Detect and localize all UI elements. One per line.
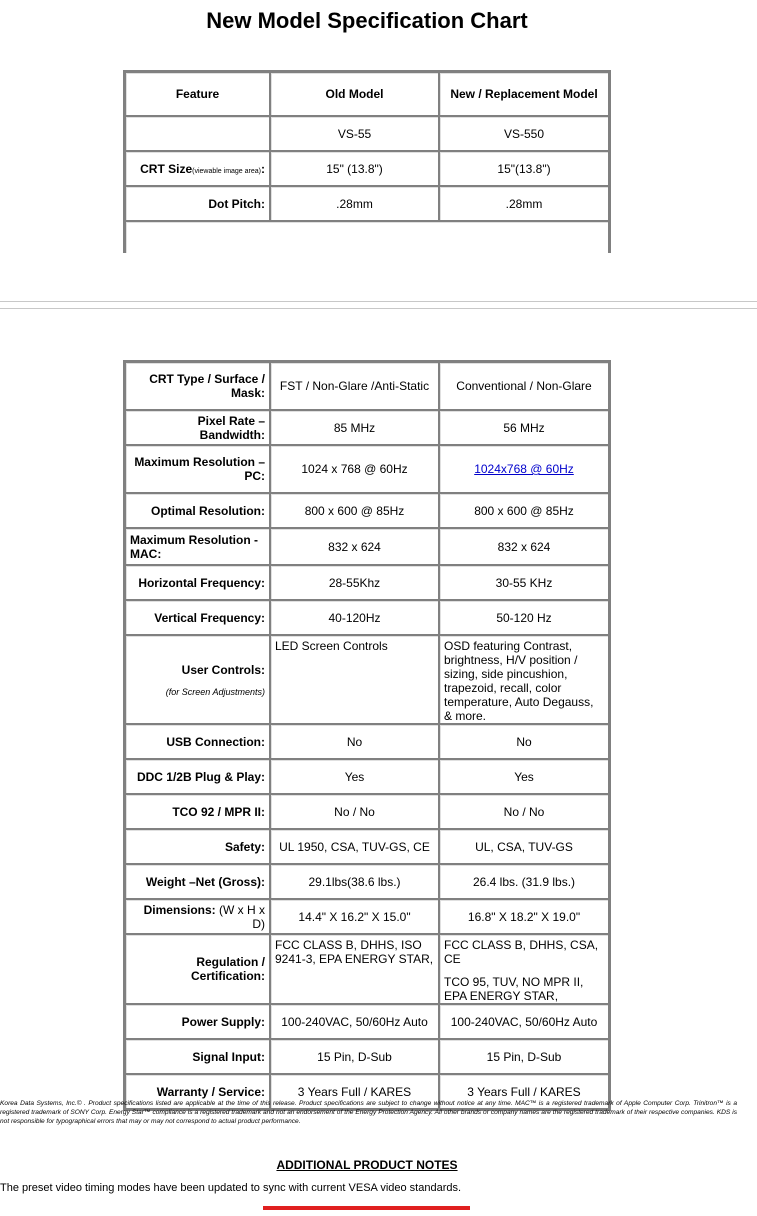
table-row [125, 362, 609, 410]
crt-type-new: Conventional / Non-Glare [439, 362, 609, 410]
dimensions-new: 16.8" X 18.2" X 19.0" [439, 899, 609, 934]
table-row [125, 635, 609, 724]
warranty-label: Warranty / Service: [125, 1074, 270, 1109]
spec-table-summary [123, 70, 611, 253]
tco-old: No / No [270, 794, 439, 829]
optimal-res-label: Optimal Resolution: [125, 493, 270, 528]
table-row [125, 1004, 609, 1039]
table-row [125, 759, 609, 794]
pixel-rate-label: Pixel Rate – Bandwidth: [125, 410, 270, 445]
crt-type-old: FST / Non-Glare /Anti-Static [270, 362, 439, 410]
max-res-pc-new-link[interactable]: 1024x768 @ 60Hz [474, 462, 574, 476]
ddc-label: DDC 1/2B Plug & Play: [125, 759, 270, 794]
safety-old: UL 1950, CSA, TUV-GS, CE [270, 829, 439, 864]
crt-type-label: CRT Type / Surface / Mask: [125, 362, 270, 410]
table-row [125, 528, 609, 565]
table-row [125, 565, 609, 600]
user-controls-sub: (for Screen Adjustments) [165, 686, 265, 697]
notes-text: The preset video timing modes have been updated to sync with current VESA video standards. [0, 1182, 462, 1194]
header-old-model: Old Model [270, 72, 439, 116]
weight-label: Weight –Net (Gross): [125, 864, 270, 899]
tco-new: No / No [439, 794, 609, 829]
regulation-old: FCC CLASS B, DHHS, ISO 9241-3, EPA ENERGY STAR, [270, 934, 439, 1004]
crt-size-new: 15"(13.8") [439, 151, 609, 186]
table-row [125, 899, 609, 934]
power-new: 100-240VAC, 50/60Hz Auto [439, 1004, 609, 1039]
weight-old: 29.1lbs(38.6 lbs.) [270, 864, 439, 899]
horiz-freq-new: 30-55 KHz [439, 565, 609, 600]
dimensions-label: Dimensions: (W x H x D) [125, 899, 270, 934]
safety-label: Safety: [125, 829, 270, 864]
table-header-row [125, 72, 609, 116]
regulation-label: Regulation / Certification: [125, 934, 270, 1004]
table-row [125, 116, 609, 151]
ddc-new: Yes [439, 759, 609, 794]
divider [0, 308, 757, 309]
usb-label: USB Connection: [125, 724, 270, 759]
table-spacer-row [125, 221, 609, 253]
page-title: New Model Specification Chart [206, 8, 528, 33]
vert-freq-new: 50-120 Hz [439, 600, 609, 635]
signal-old: 15 Pin, D-Sub [270, 1039, 439, 1074]
user-controls-new: OSD featuring Contrast, brightness, H/V position / sizing, side pincushion, trapezoid, recall, color temperature, Auto Degauss, & more. [439, 635, 609, 724]
table-row [125, 445, 609, 493]
power-old: 100-240VAC, 50/60Hz Auto [270, 1004, 439, 1039]
max-res-mac-new: 832 x 624 [439, 528, 609, 565]
pixel-rate-new: 56 MHz [439, 410, 609, 445]
usb-new: No [439, 724, 609, 759]
dimensions-old: 14.4" X 16.2" X 15.0" [270, 899, 439, 934]
power-label: Power Supply: [125, 1004, 270, 1039]
table-row [125, 794, 609, 829]
weight-new: 26.4 lbs. (31.9 lbs.) [439, 864, 609, 899]
pixel-rate-old: 85 MHz [270, 410, 439, 445]
signal-label: Signal Input: [125, 1039, 270, 1074]
optimal-res-old: 800 x 600 @ 85Hz [270, 493, 439, 528]
table-row [125, 829, 609, 864]
warranty-old: 3 Years Full / KARES [270, 1074, 439, 1109]
horiz-freq-old: 28-55Khz [270, 565, 439, 600]
crt-size-old: 15" (13.8") [270, 151, 439, 186]
vert-freq-label: Vertical Frequency: [125, 600, 270, 635]
tco-label: TCO 92 / MPR II: [125, 794, 270, 829]
max-res-pc-old: 1024 x 768 @ 60Hz [270, 445, 439, 493]
header-feature: Feature [125, 72, 270, 116]
ddc-old: Yes [270, 759, 439, 794]
table-row [125, 151, 609, 186]
table-row [125, 186, 609, 221]
dot-pitch-new: .28mm [439, 186, 609, 221]
warranty-new: 3 Years Full / KARES [439, 1074, 609, 1109]
max-res-mac-label: Maximum Resolution - MAC: [125, 528, 270, 565]
user-controls-label: User Controls: (for Screen Adjustments) [125, 635, 270, 724]
table-row [125, 1039, 609, 1074]
safety-new: UL, CSA, TUV-GS [439, 829, 609, 864]
crt-size-label: CRT Size(viewable image area): [125, 151, 270, 186]
horiz-freq-label: Horizontal Frequency: [125, 565, 270, 600]
table-row [125, 493, 609, 528]
old-model-name: VS-55 [270, 116, 439, 151]
max-res-pc-new-cell [439, 445, 609, 493]
accent-bar [263, 1206, 470, 1210]
table-row [125, 864, 609, 899]
usb-old: No [270, 724, 439, 759]
optimal-res-new: 800 x 600 @ 85Hz [439, 493, 609, 528]
dot-pitch-label: Dot Pitch: [125, 186, 270, 221]
notes-heading: ADDITIONAL PRODUCT NOTES [276, 1158, 458, 1172]
divider [0, 301, 757, 302]
spec-table-details [123, 360, 611, 1111]
signal-new: 15 Pin, D-Sub [439, 1039, 609, 1074]
legal-footnote: Korea Data Systems, Inc.© . Product specifications listed are applicable at the time of this release. Product specifications are subject to change without notice at any time. MAC™ is a registered trademark of Apple Computer Corp. Trinitron™ is a registered trademark of SONY Corp. Energy Star™ compliance is a registered trademark and not an endorsement of the Energy Protection Agency. All other brands or company names are the registered trademark of their respective companies. KDS is not responsible for typographical errors that may or may not correspond to actual product performance. [0, 1100, 737, 1125]
model-label-cell [125, 116, 270, 151]
table-row [125, 934, 609, 1004]
table-row [125, 600, 609, 635]
max-res-mac-old: 832 x 624 [270, 528, 439, 565]
new-model-name: VS-550 [439, 116, 609, 151]
table-row [125, 410, 609, 445]
dot-pitch-old: .28mm [270, 186, 439, 221]
table-row [125, 724, 609, 759]
spacer-cell [125, 221, 609, 253]
vert-freq-old: 40-120Hz [270, 600, 439, 635]
max-res-pc-label: Maximum Resolution – PC: [125, 445, 270, 493]
regulation-new: FCC CLASS B, DHHS, CSA, CE TCO 95, TUV, NO MPR II, EPA ENERGY STAR, [439, 934, 609, 1004]
user-controls-old: LED Screen Controls [270, 635, 439, 724]
header-new-model: New / Replacement Model [439, 72, 609, 116]
